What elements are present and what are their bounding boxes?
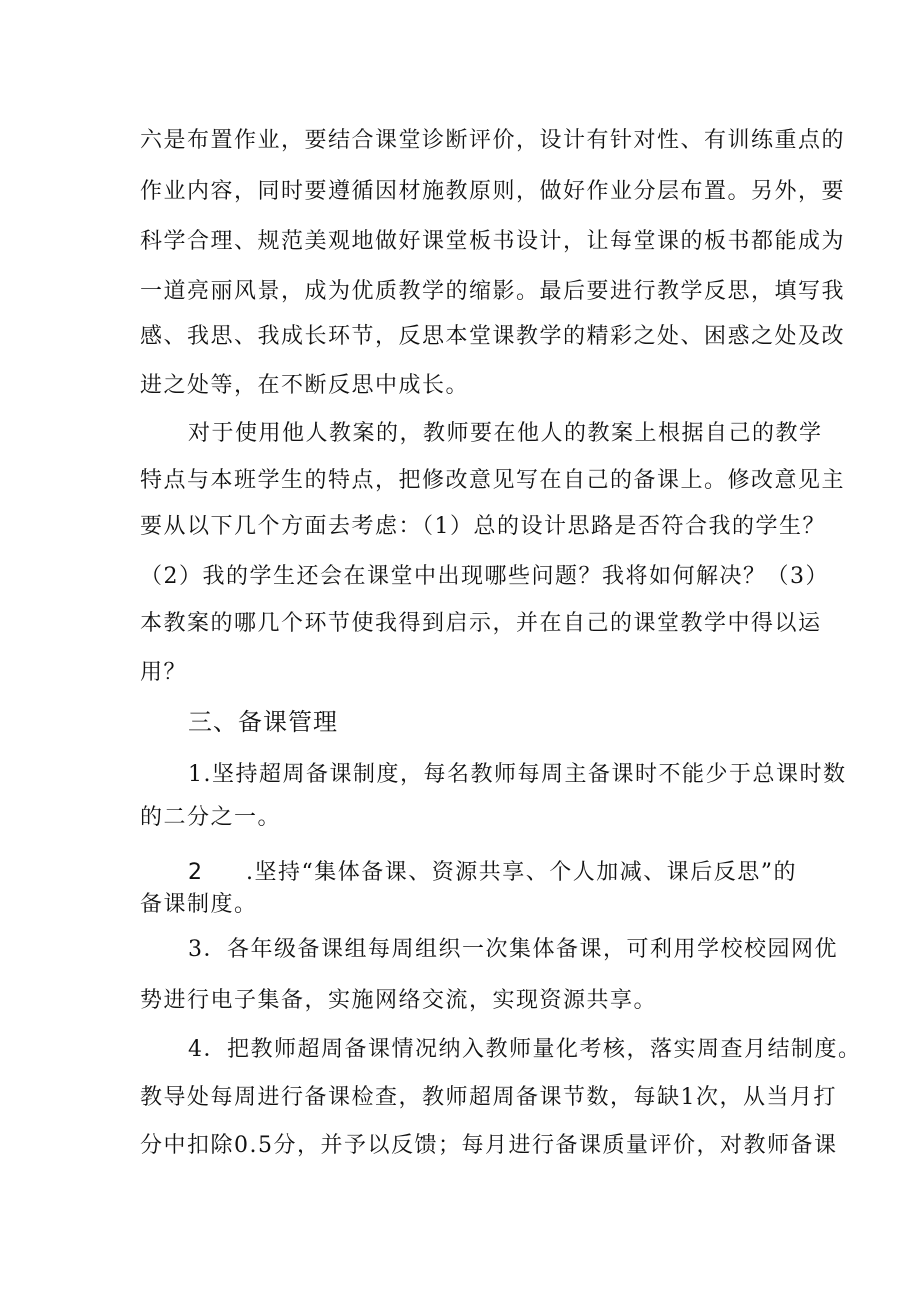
section-heading: 三、备课管理 — [188, 708, 338, 736]
paragraph-1-line-4: 一道亮丽风景，成为优质教学的缩影。最后要进行教学反思，填写我 — [140, 279, 846, 304]
paragraph-2-line-4: （2）我的学生还会在课堂中出现哪些问题？我将如何解决？（3） — [140, 564, 829, 589]
paragraph-2-line-6: 用？ — [140, 660, 188, 685]
item-4-line-3: 分中扣除0.5分，并予以反馈；每月进行备课质量评价，对教师备课 — [140, 1133, 838, 1158]
item-1-line-2: 的二分之一。 — [140, 805, 282, 830]
paragraph-1-line-6: 进之处等，在不断反思中成长。 — [140, 373, 470, 398]
paragraph-2-line-1: 对于使用他人教案的，教师要在他人的教案上根据自己的教学 — [188, 421, 823, 446]
paragraph-1-line-2: 作业内容，同时要遵循因材施教原则，做好作业分层布置。另外，要 — [140, 179, 846, 204]
paragraph-2-line-3: 要从以下几个方面去考虑：（1）总的设计思路是否符合我的学生？ — [140, 514, 826, 539]
item-2-number — [188, 858, 228, 888]
item-3-line-1: 3．各年级备课组每周组织一次集体备课，可利用学校校园网优 — [188, 937, 838, 962]
item-3-line-2: 势进行电子集备，实施网络交流，实现资源共享。 — [140, 988, 658, 1013]
paragraph-1-line-3: 科学合理、规范美观地做好课堂板书设计，让每堂课的板书都能成为 — [140, 229, 846, 254]
item-4-line-1: 4．把教师超周备课情况纳入教师量化考核，落实周查月结制度。 — [188, 1037, 862, 1062]
paragraph-1-line-5: 感、我思、我成长环节，反思本堂课教学的精彩之处、困惑之处及改 — [140, 324, 846, 349]
item-1-line-1: 1.坚持超周备课制度，每名教师每周主备课时不能少于总课时数 — [188, 762, 847, 787]
item-2-line-2: 备课制度。 — [140, 892, 258, 917]
item-2-number-text: 2 — [188, 860, 204, 885]
item-4-line-2: 教导处每周进行备课检查，教师超周备课节数，每缺1次，从当月打 — [140, 1085, 837, 1110]
paragraph-2-line-5: 本教案的哪几个环节使我得到启示，并在自己的课堂教学中得以运 — [140, 611, 822, 636]
paragraph-2-line-2: 特点与本班学生的特点，把修改意见写在自己的备课上。修改意见主 — [140, 468, 846, 493]
paragraph-1-line-1: 六是布置作业，要结合课堂诊断评价，设计有针对性、有训练重点的 — [140, 128, 846, 153]
item-2-line-1: .坚持“集体备课、资源共享、个人加减、课后反思”的 — [246, 860, 797, 885]
